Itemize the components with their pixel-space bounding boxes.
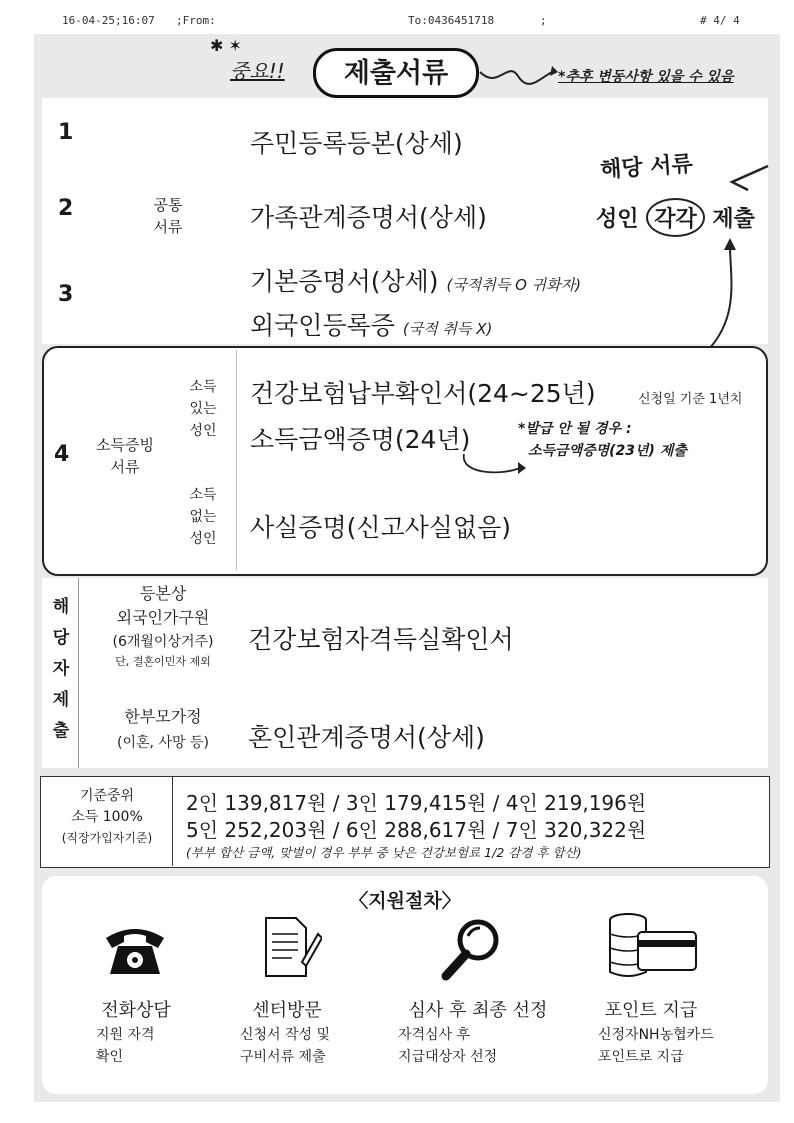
- doc-fact-certificate: 사실증명(신고사실없음): [250, 513, 512, 542]
- procedure-title: 〈지원절차〉: [349, 890, 461, 912]
- step-points-title: 포인트 지급: [604, 1000, 698, 1021]
- foreign-label-4: 단, 결혼이민자 제외: [115, 655, 211, 668]
- fax-separator: ;: [540, 14, 547, 27]
- health-payment-note: 신청일 기준 1년치: [638, 392, 743, 407]
- doc-health-qualification: 건강보험자격득실확인서: [248, 625, 514, 654]
- income-standard-divider: [172, 777, 173, 866]
- doc-family-relation: 가족관계증명서(상세): [250, 203, 487, 232]
- fax-to: To:0436451718: [408, 14, 495, 27]
- without-income-label: 소득 없는 성인: [189, 487, 217, 547]
- income-note: (부부 합산 금액, 맞벌이 경우 부부 중 낮은 건강보험료 1/2 감경 후 합산): [186, 845, 582, 860]
- page-title: 제출서류: [343, 58, 449, 89]
- fax-datetime: 16-04-25;16:07: [62, 14, 155, 27]
- arrow-squiggle-icon: [478, 60, 558, 90]
- foreign-label-2: 외국인가구원: [116, 608, 210, 627]
- income-line-2: 5인 252,203원 / 6인 288,617원 / 7인 320,322원: [186, 818, 647, 842]
- income-divider: [236, 350, 237, 570]
- step-points-desc-2: 포인트로 지급: [598, 1049, 684, 1065]
- item-number-2: 2: [58, 196, 74, 221]
- median-label-2: 소득 100%: [71, 809, 143, 825]
- step-review-title: 심사 후 최종 선정: [408, 1000, 548, 1021]
- foreign-member-label: [88, 582, 238, 670]
- side-note-arrow-icon: [712, 160, 772, 194]
- step-points-desc: [598, 1024, 714, 1068]
- step-phone-desc-1: 지원 자격: [96, 1027, 155, 1043]
- step-review-desc-1: 자격심사 후: [398, 1027, 471, 1043]
- important-label: 중요!!: [230, 59, 285, 83]
- item-number-1: 1: [58, 120, 74, 145]
- income-line-1: 2인 139,817원 / 3인 179,415원 / 4인 219,196원: [186, 791, 647, 815]
- step-points-desc-1: 신정자NH농협카드: [598, 1027, 714, 1043]
- side-note-submit: 제출: [712, 207, 755, 232]
- income-category-label: 소득증빙 서류: [96, 436, 154, 476]
- side-note-line1: 해당 서류: [599, 151, 694, 184]
- income-standard-label: [44, 786, 170, 849]
- alien-reg-title: 외국인등록증: [250, 311, 395, 340]
- basic-cert-title: 기본증명서(상세): [250, 267, 439, 296]
- curved-arrow-icon: [700, 236, 750, 354]
- foreign-label-3: (6개월이상거주): [112, 634, 214, 650]
- magnifier-icon: [438, 914, 508, 984]
- income-amount-note-2: 소득금액증명(23년) 제출: [528, 443, 687, 459]
- step-phone-desc-2: 확인: [96, 1049, 124, 1065]
- step-phone-desc: [96, 1024, 155, 1068]
- doc-resident-register: 주민등록등본(상세): [250, 129, 463, 158]
- doc-marriage-relation: 혼인관계증명서(상세): [248, 723, 485, 752]
- doc-alien-registration: [250, 306, 492, 342]
- with-income-label: 소득 있는 성인: [189, 379, 217, 439]
- alien-reg-note: (국적 취득 X): [402, 320, 493, 338]
- step-visit-desc: [240, 1024, 330, 1068]
- single-parent-label: [88, 704, 238, 756]
- side-note-each: 각각: [646, 198, 705, 237]
- step-visit-desc-1: 신청서 작성 및: [240, 1027, 331, 1043]
- common-category-label: 공통 서류: [153, 196, 183, 236]
- step-review-desc-2: 지급대상자 선정: [398, 1049, 498, 1065]
- doc-income-amount: 소득금액증명(24년): [250, 425, 471, 454]
- change-notice: *추후 변동사항 있을 수 있음: [558, 69, 734, 85]
- median-label-3: (직장가입자기준): [61, 831, 153, 845]
- fax-page: # 4/ 4: [700, 14, 740, 27]
- single-parent-label-2: (이혼, 사망 등): [117, 735, 209, 751]
- single-parent-label-1: 한부모가정: [124, 707, 202, 726]
- basic-cert-note: (국적취득 O 귀화자): [446, 276, 581, 294]
- income-amount-note-1: *발급 안 될 경우 :: [518, 421, 632, 437]
- side-note-adult: 성인: [596, 207, 639, 232]
- star-decoration-icon: ✱ ✶: [210, 36, 242, 55]
- note-arrow-icon: [460, 452, 530, 480]
- document-icon: [262, 914, 322, 980]
- step-review-desc: [398, 1024, 497, 1068]
- phone-icon: [100, 920, 170, 980]
- side-note-line2: [596, 198, 755, 237]
- doc-health-payment: 건강보험납부확인서(24~25년): [250, 379, 596, 408]
- median-label-1: 기준중위: [79, 788, 135, 804]
- fax-from: ;From:: [176, 14, 216, 27]
- step-visit-title: 센터방문: [252, 1000, 322, 1021]
- foreign-label-1: 등본상: [139, 584, 187, 603]
- card-icon: [604, 910, 700, 984]
- applicable-vertical-label: 해당자제출: [52, 597, 70, 741]
- applicable-divider: [78, 578, 79, 768]
- item-number-3: 3: [58, 282, 74, 307]
- step-visit-desc-2: 구비서류 제출: [240, 1049, 326, 1065]
- step-phone-title: 전화상담: [101, 1000, 171, 1021]
- item-number-4: 4: [54, 442, 70, 467]
- doc-basic-certificate: [250, 262, 581, 298]
